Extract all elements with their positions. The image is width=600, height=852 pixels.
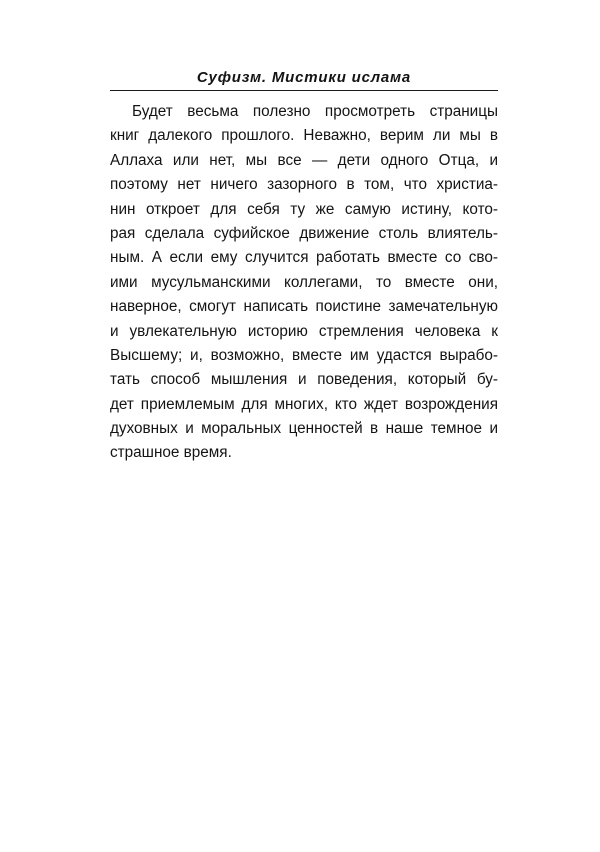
text-line: ими мусульманскими коллегами, то вместе они,	[110, 273, 498, 291]
header-rule	[110, 90, 498, 91]
text-line: Будет весьма полезно просмотреть страницы	[132, 103, 498, 120]
text-line: Высшему; и, возможно, вместе им удастся вырабо-	[110, 346, 498, 364]
text-line: нин откроет для себя ту же самую истину, кото-	[110, 200, 498, 218]
text-line: духовных и моральных ценностей в наше темное и	[110, 420, 498, 438]
text-line: и увлекательную историю стремления человека к	[110, 322, 498, 340]
text-line: наверное, смогут написать поистине замечательную	[110, 298, 498, 316]
body-paragraph	[110, 100, 498, 466]
text-line: поэтому нет ничего зазорного в том, что христиа-	[110, 176, 498, 194]
text-line: ным. А если ему случится работать вместе со сво-	[110, 249, 498, 267]
text-line: рая сделала суфийское движение столь влиятель-	[110, 224, 498, 242]
text-line: тать способ мышления и поведения, который бу-	[110, 371, 498, 389]
text-line: страшное время.	[110, 444, 232, 462]
text-line: книг далекого прошлого. Неважно, верим ли мы в	[110, 127, 498, 145]
text-line: Аллаха или нет, мы все — дети одного Отца, и	[110, 151, 498, 169]
running-head: Суфизм. Мистики ислама	[196, 69, 412, 86]
text-line: дет приемлемым для многих, кто ждет возрождения	[110, 395, 498, 413]
